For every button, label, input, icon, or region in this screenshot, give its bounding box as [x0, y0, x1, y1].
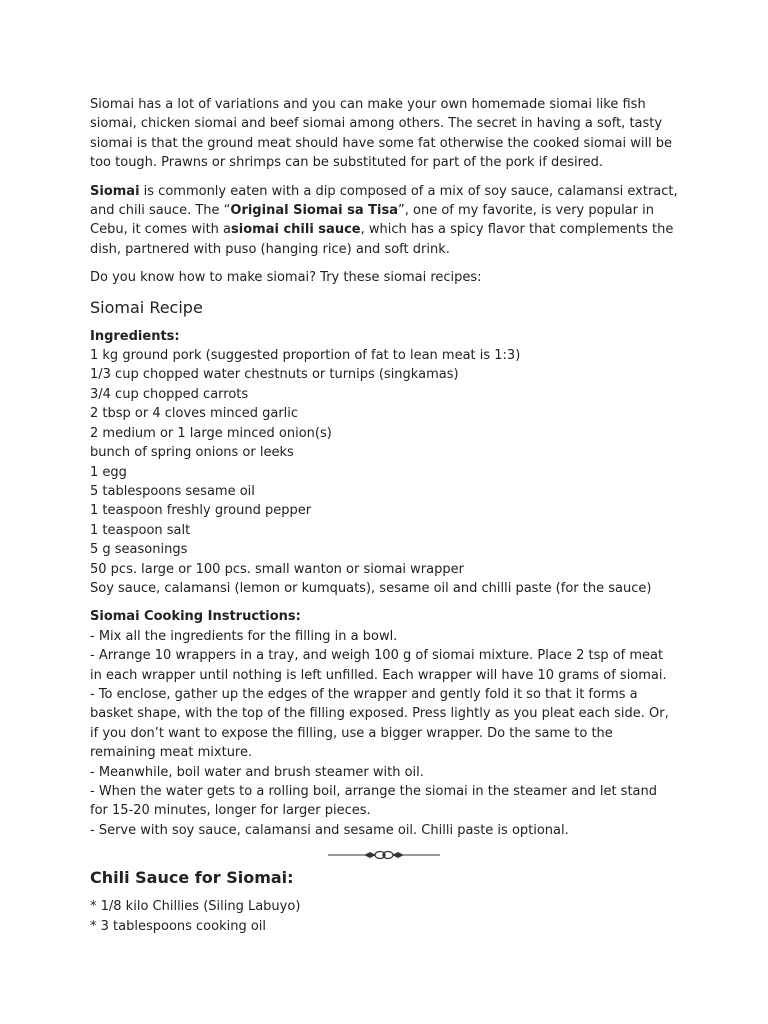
intro-paragraph-1: Siomai has a lot of variations and you can make your own homemade siomai like fish siomai, chicken siomai and beef siomai among others. The secret in having a soft, tasty siomai is that the ground meat should have some fat otherwise the cooked siomai will be too tough. Prawns or shrimps can be substituted for part of the pork if desired. — [90, 97, 673, 171]
ingredient-item: 2 tbsp or 4 cloves minced garlic — [90, 406, 299, 422]
instruction-line: - Meanwhile, boil water and brush steamer with oil. — [90, 764, 424, 780]
ingredient-item: 1 kg ground pork (suggested proportion of fat to lean meat is 1:3) — [90, 348, 521, 364]
instruction-line: for 15-20 minutes, longer for larger pieces. — [90, 803, 371, 819]
chili-ingredient-item: * 1/8 kilo Chillies (Siling Labuyo) — [90, 899, 301, 915]
ingredient-item: 5 g seasonings — [90, 542, 188, 558]
ingredient-item: 5 tablespoons sesame oil — [90, 483, 255, 499]
ingredient-item: 50 pcs. large or 100 pcs. small wanton or siomai wrapper — [90, 561, 464, 577]
instructions-label: Siomai Cooking Instructions: — [90, 609, 301, 625]
ingredient-item: 3/4 cup chopped carrots — [90, 386, 249, 402]
chili-sauce-title: Chili Sauce for Siomai: — [90, 868, 294, 888]
bold-siomai: Siomai — [90, 183, 140, 199]
instruction-line: in each wrapper until nothing is left unfilled. Each wrapper will have 10 grams of siomai. — [90, 667, 667, 683]
ingredient-item: 2 medium or 1 large minced onion(s) — [90, 425, 332, 441]
instruction-line: - To enclose, gather up the edges of the wrapper and gently fold it so that it forms a — [90, 686, 638, 702]
instruction-line: - Mix all the ingredients for the filling in a bowl. — [90, 628, 398, 644]
ingredient-item: 1 teaspoon freshly ground pepper — [90, 503, 312, 519]
chili-sauce-ingredients — [90, 897, 680, 936]
intro-p2-text-2: ”, one of my favorite, is very popular in Cebu, it comes with a — [90, 203, 654, 238]
ingredient-item: Soy sauce, calamansi (lemon or kumquats), sesame oil and chilli paste (for the sauce) — [90, 580, 652, 596]
recipe-title: Siomai Recipe — [90, 297, 203, 317]
ingredient-item: bunch of spring onions or leeks — [90, 445, 294, 461]
instruction-line: - Arrange 10 wrappers in a tray, and weigh 100 g of siomai mixture. Place 2 tsp of meat — [90, 648, 664, 664]
intro-p2-text-3: , which has a spicy flavor that complements the dish, partnered with puso (hanging rice) and soft drink. — [90, 222, 674, 257]
intro-paragraph-3: Do you know how to make siomai? Try these siomai recipes: — [90, 270, 482, 286]
ornamental-divider-icon — [328, 849, 440, 861]
bold-siomai-chili-sauce: siomai chili sauce — [231, 222, 361, 238]
instructions-section — [90, 607, 680, 840]
chili-ingredient-item: * 3 tablespoons cooking oil — [90, 918, 267, 934]
ingredient-item: 1 egg — [90, 464, 127, 480]
instruction-line: - Serve with soy sauce, calamansi and sesame oil. Chilli paste is optional. — [90, 822, 569, 838]
article-body — [90, 95, 680, 936]
ingredients-section — [90, 327, 680, 599]
instruction-line: - When the water gets to a rolling boil, arrange the siomai in the steamer and let stand — [90, 784, 657, 799]
intro-paragraph-2 — [90, 182, 680, 260]
intro-p2-text-1: is commonly eaten with a dip composed of a mix of soy sauce, calamansi extract, and chili sauce. The “ — [90, 183, 678, 219]
instruction-line: remaining meat mixture. — [90, 745, 253, 761]
ingredients-label: Ingredients: — [90, 328, 180, 344]
bold-original-siomai: Original Siomai sa Tisa — [230, 203, 399, 219]
instruction-line: basket shape, with the top of the filling exposed. Press lightly as you pleat each side. Or, — [90, 706, 669, 722]
ingredient-item: 1/3 cup chopped water chestnuts or turnips (singkamas) — [90, 367, 459, 383]
ingredient-item: 1 teaspoon salt — [90, 522, 191, 538]
instruction-line: if you don’t want to expose the filling, use a bigger wrapper. Do the same to the — [90, 725, 613, 741]
